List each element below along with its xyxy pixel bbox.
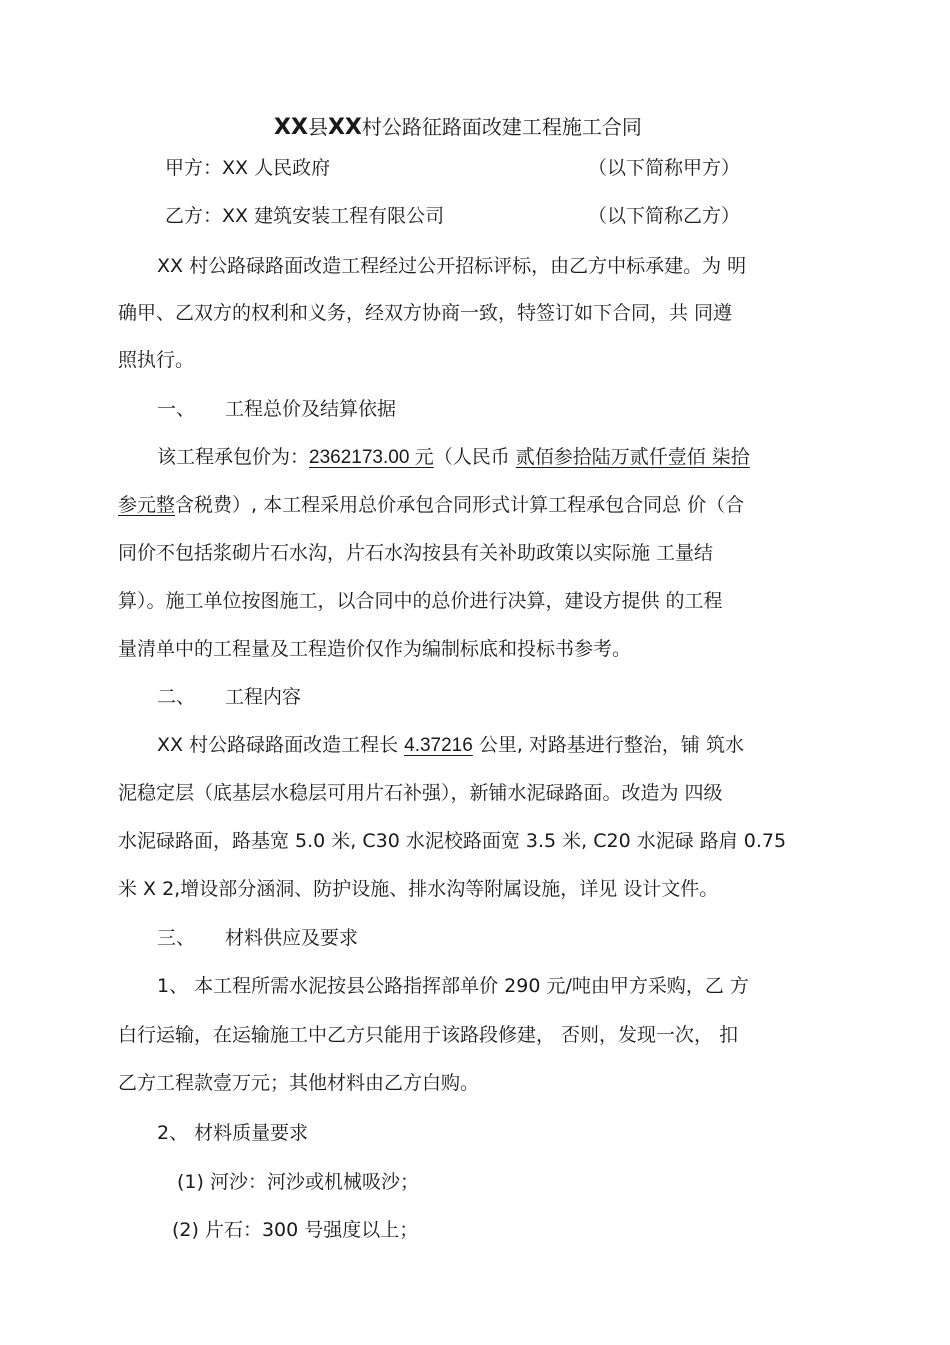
contract-price: 2362173.00 元 [309,447,434,468]
section-3-item-1-line-1: 1、 本工程所需水泥按县公路指挥部单价 290 元/吨由甲方采购，乙 方 [157,975,749,997]
section-2-number: 二、 [157,686,196,708]
section-3-number: 三、 [157,927,196,949]
section-2-line-1-text: 公里, 对路基进行整治，铺 筑水 [472,734,744,756]
material-sand: (1) 河沙：河沙或机械吸沙； [177,1171,419,1193]
intro-line-2: 确甲、乙双方的权利和义务，经双方协商一致，特签订如下合同，共 同遵 [118,302,733,324]
section-2-line-2: 泥稳定层（底基层水稳层可用片石补强），新铺水泥碌路面。改造为 四级 [118,782,723,804]
section-2-heading [157,684,301,710]
price-in-words-part-2: 参元整 [118,494,176,516]
section-1-line-5: 量清单中的工程量及工程造价仅作为编制标底和投标书参考。 [118,638,632,660]
length-label: XX 村公路碌路面改造工程长 [157,734,405,756]
intro-line-1: XX 村公路碌路面改造工程经过公开招标评标，由乙方中标承建。为 明 [157,255,747,277]
party-a-note: （以下简称甲方） [588,157,741,179]
material-stone: (2) 片石：300 号强度以上； [172,1219,419,1241]
title-xx-village: XX [327,115,362,140]
intro-line-3: 照执行。 [118,349,195,371]
price-in-words-part-1: 贰佰参拾陆万贰仟壹佰 柒拾 [515,446,750,468]
rmb-label: （人民币 [433,446,516,468]
section-3-item-1-line-2: 白行运输，在运输施工中乙方只能用于该路段修建， 否则，发现一次， 扣 [118,1024,739,1046]
section-2-line-3: 水泥碌路面，路基宽 5.0 米, C30 水泥校路面宽 3.5 米, C20 水泥碌 路肩 0.75 [118,830,787,852]
document-title [274,114,642,141]
section-3-title: 材料供应及要求 [225,927,359,949]
section-3-heading [157,925,358,951]
party-a-label: 甲方：XX 人民政府 [165,157,331,179]
section-2-line-1 [157,732,744,759]
title-rest: 村公路征路面改建工程施工合同 [361,115,642,139]
section-1-line-4: 算）。施工单位按图施工，以合同中的总价进行决算，建设方提供 的工程 [118,590,723,612]
road-length: 4.37216 [404,735,473,756]
section-1-line-1 [157,444,750,471]
section-1-line-2 [118,492,744,518]
party-b-note: （以下简称乙方） [588,205,741,227]
section-1-line-3: 同价不包括浆砌片石水沟，片石水沟按县有关补助政策以实际施 工量结 [118,542,714,564]
section-3-item-2: 2、 材料质量要求 [157,1122,309,1144]
title-county: 县 [307,115,328,139]
section-1-title: 工程总价及结算依据 [225,398,397,420]
price-label: 该工程承包价为： [157,446,310,468]
title-xx-county: XX [274,115,308,140]
party-b-label: 乙方：XX 建筑安装工程有限公司 [165,205,445,227]
section-2-title: 工程内容 [225,686,302,708]
section-1-heading [157,396,396,422]
section-1-number: 一、 [157,398,196,420]
section-1-line-2-text: 含税费）, 本工程采用总价承包合同形式计算工程承包合同总 价（合 [175,494,745,516]
section-2-line-4: 米 X 2,增设部分涵洞、防护设施、排水沟等附属设施，详见 设计文件。 [118,878,719,900]
section-3-item-1-line-3: 乙方工程款壹万元；其他材料由乙方白购。 [118,1072,480,1094]
